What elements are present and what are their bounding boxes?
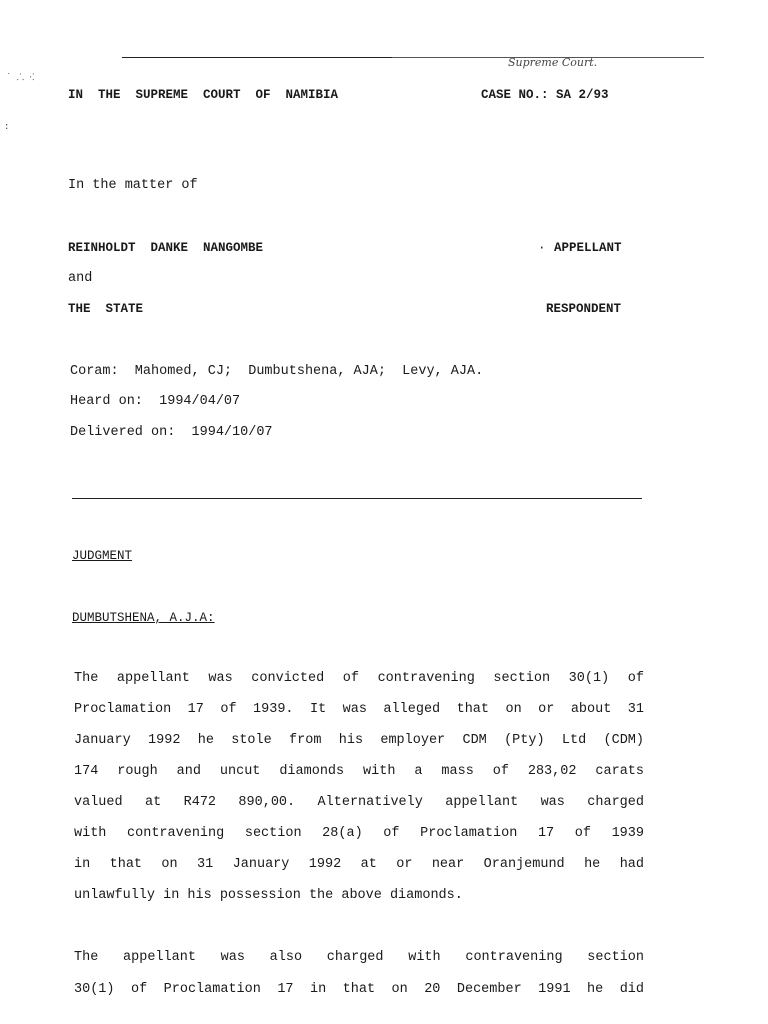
section-divider [72, 498, 642, 499]
court-title: IN THE SUPREME COURT OF NAMIBIA [68, 88, 339, 102]
paragraph-line: The appellant was also charged with contravening section [74, 950, 644, 965]
paragraph-line: with contravening section 28(a) of Proclamation 17 of 1939 [74, 826, 644, 841]
appellant-role: APPELLANT [554, 241, 622, 255]
and-word: and [68, 271, 93, 286]
case-number: CASE NO.: SA 2/93 [481, 88, 609, 102]
paragraph-line: 174 rough and uncut diamonds with a mass of 283,02 carats [74, 764, 644, 779]
judge-name: DUMBUTSHENA, A.J.A: [72, 611, 215, 625]
paragraph-line: January 1992 he stole from his employer CDM (Pty) Ltd (CDM) [74, 733, 644, 748]
judgment-heading: JUDGMENT [72, 549, 133, 563]
handwritten-note: Supreme Court. [508, 56, 598, 69]
paragraph-line: unlawfully in his possession the above diamonds. [74, 888, 463, 903]
paragraph-line: in that on 31 January 1992 at or near Oranjemund he had [74, 857, 644, 872]
matter-intro: In the matter of [68, 178, 198, 193]
paragraph-line: The appellant was convicted of contravening section 30(1) of [74, 671, 644, 686]
paragraph-line: Proclamation 17 of 1939. It was alleged that on or about 31 [74, 702, 644, 717]
delivered-on-line: Delivered on: 1994/10/07 [70, 425, 273, 440]
coram-line: Coram: Mahomed, CJ; Dumbutshena, AJA; Levy, AJA. [70, 364, 484, 379]
paragraph-line: 30(1) of Proclamation 17 in that on 20 December 1991 he did [74, 982, 644, 997]
respondent-role: RESPONDENT [546, 302, 622, 316]
paragraph-line: valued at R472 890,00. Alternatively appellant was charged [74, 795, 644, 810]
heard-on-line: Heard on: 1994/04/07 [70, 394, 241, 409]
respondent-name: THE STATE [68, 302, 144, 316]
appellant-dot: · [538, 241, 546, 255]
appellant-name: REINHOLDT DANKE NANGOMBE [68, 241, 264, 255]
top-rule [122, 57, 392, 58]
margin-speck-dot: : [4, 122, 10, 132]
margin-speck-mark: ˙ ⸫ ⁖ [6, 73, 35, 83]
